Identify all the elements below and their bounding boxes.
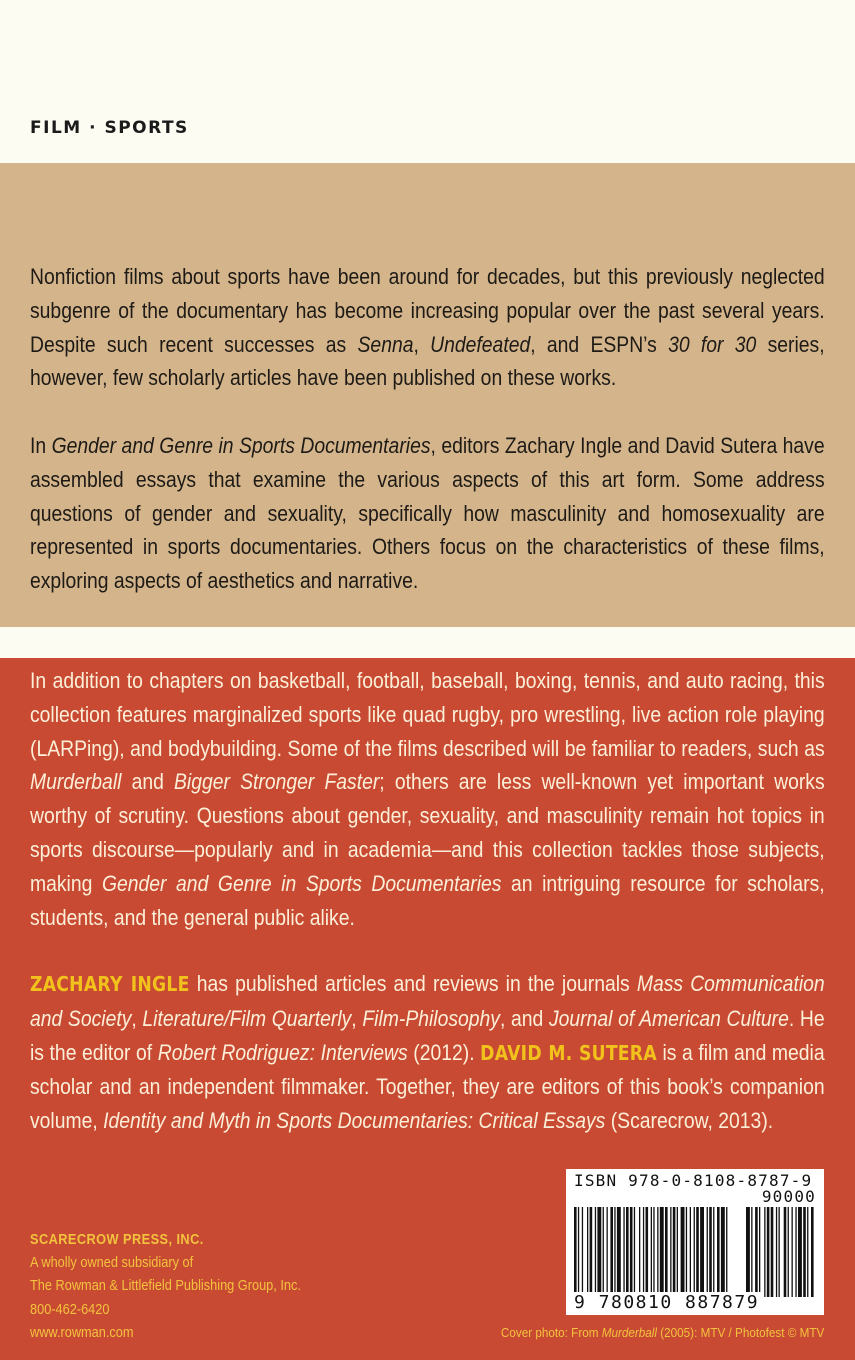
price-addon-code: 90000 <box>761 1187 816 1206</box>
barcode-bar <box>634 1207 635 1297</box>
isbn-barcode <box>566 1169 824 1315</box>
barcode-bar <box>677 1207 678 1297</box>
series-title: 30 for 30 <box>668 331 757 357</box>
addon-barcode-bar <box>776 1207 777 1297</box>
book-title: Gender and Genre in Sports Documentaries <box>101 870 502 896</box>
barcode-bar <box>603 1207 604 1297</box>
barcode-bar <box>686 1207 687 1297</box>
blurb-text: , and ESPN’s <box>530 331 669 357</box>
addon-barcode-bar <box>764 1207 765 1297</box>
barcode-bar <box>646 1207 649 1297</box>
barcode-bar <box>574 1207 577 1297</box>
addon-barcode-bar <box>746 1207 750 1297</box>
barcode-bar <box>617 1207 621 1297</box>
film-title: Undefeated <box>430 331 531 357</box>
barcode-bar <box>717 1207 720 1297</box>
barcode-bar <box>653 1207 654 1297</box>
barcode-bar <box>623 1207 624 1297</box>
blurb-paragraph-1 <box>30 260 825 395</box>
film-title: Murderball <box>30 769 122 795</box>
barcode-bar <box>707 1207 708 1297</box>
author-bio <box>30 967 825 1138</box>
blurb-paragraph-2 <box>30 429 825 598</box>
barcode-bar <box>643 1207 644 1297</box>
addon-barcode-bar <box>792 1207 793 1297</box>
barcode-bar <box>582 1207 583 1297</box>
publisher-name: SCARECROW PRESS, INC. <box>30 1232 204 1248</box>
barcode-bars <box>574 1207 816 1297</box>
barcode-bar <box>607 1207 608 1297</box>
barcode-bar <box>660 1207 664 1297</box>
bio-text: has published articles and reviews in the journals <box>189 971 637 996</box>
blurb-text: an intriguing resource for scholars, students, and the general public alike. <box>30 870 825 930</box>
addon-barcode-bar <box>798 1207 802 1297</box>
film-title: Bigger Stronger Faster <box>174 769 380 795</box>
book-title: Identity and Myth in Sports Documentaries: Critical Essays <box>103 1108 606 1134</box>
film-title: Senna <box>357 331 414 357</box>
blurb-text: , editors Zachary Ingle and David Sutera have assembled essays that examine the various aspects of this art form. Some address questions of gender and sexuality, specifically how masculinity and homosexuality are represented in sports documentaries. Others focus on the characteristics of these films, exploring aspects of aesthetics and narrative. <box>30 433 825 594</box>
bio-text: , <box>351 1005 363 1031</box>
cover-photo-credit <box>501 1325 824 1340</box>
addon-barcode-bar <box>767 1207 770 1297</box>
barcode-bar <box>578 1207 579 1297</box>
addon-barcode-bar <box>788 1207 789 1297</box>
barcode-bar <box>670 1207 671 1297</box>
book-title: Gender and Genre in Sports Documentaries <box>51 433 431 458</box>
journal-title: Literature/Film Quarterly <box>142 1005 352 1031</box>
addon-barcode-bar <box>811 1207 814 1297</box>
barcode-bar <box>630 1207 633 1297</box>
book-title: Robert Rodriguez: Interviews <box>157 1039 408 1065</box>
blurb-text: , <box>413 331 431 357</box>
addon-barcode-bar <box>771 1207 774 1297</box>
barcode-bar <box>639 1207 640 1297</box>
bio-text: , and <box>499 1005 549 1031</box>
addon-barcode-bar <box>807 1207 808 1297</box>
publisher-subsidiary: A wholly owned subsidiary of <box>30 1255 194 1272</box>
publisher-info <box>30 1229 301 1345</box>
barcode-bar <box>681 1207 685 1297</box>
divider-band <box>0 627 855 658</box>
addon-barcode-bar <box>779 1207 780 1297</box>
barcode-bar <box>626 1207 629 1297</box>
bio-text: , <box>131 1005 143 1031</box>
barcode-bar <box>713 1207 714 1297</box>
film-title: Murderball <box>601 1325 657 1340</box>
barcode-bar <box>595 1207 596 1297</box>
barcode-bar <box>597 1207 601 1297</box>
bio-text: is a film and media scholar and an independent filmmaker. Together, they are editors of this book’s companion volume, <box>30 1039 825 1134</box>
barcode-bar <box>700 1207 704 1297</box>
publisher-parent: The Rowman & Littlefield Publishing Group, Inc. <box>30 1278 301 1295</box>
addon-barcode-bar <box>803 1207 806 1297</box>
barcode-bar <box>709 1207 712 1297</box>
ean-digits: 9 780810 887879 <box>574 1292 760 1313</box>
bio-text: (2012). <box>407 1039 481 1065</box>
journal-title: Mass Communication and Society <box>30 971 825 1031</box>
barcode-bar <box>690 1207 691 1297</box>
barcode-bar <box>721 1207 725 1297</box>
barcode-bar <box>657 1207 658 1297</box>
barcode-bar <box>694 1207 695 1297</box>
barcode-bar <box>614 1207 615 1297</box>
author-name: DAVID M. SUTERA <box>480 1040 657 1065</box>
publisher-phone: 800-462-6420 <box>30 1301 110 1318</box>
category-label: FILM · SPORTS <box>30 118 189 138</box>
blurb-text: series, however, few scholarly articles have been published on these works. <box>30 331 825 391</box>
blurb-text: and <box>121 769 175 795</box>
barcode-bar <box>590 1207 593 1297</box>
blurb-paragraph-3 <box>30 664 825 934</box>
bio-text: (Scarecrow, 2013). <box>605 1108 774 1134</box>
barcode-bar <box>610 1207 613 1297</box>
barcode-bar <box>651 1207 652 1297</box>
barcode-bar <box>665 1207 668 1297</box>
addon-barcode-bar <box>751 1207 752 1297</box>
author-name: ZACHARY INGLE <box>30 972 190 996</box>
addon-barcode-bar <box>795 1207 796 1297</box>
addon-barcode-bar <box>759 1207 760 1297</box>
blurb-text: In <box>30 433 52 458</box>
journal-title: Film-Philosophy <box>362 1005 500 1031</box>
blurb-text: In addition to chapters on basketball, football, baseball, boxing, tennis, and auto racing, this collection features marginalized sports like quad rugby, pro wrestling, live action role playing (LARPing), and bodybuilding. Some of the films described will be familiar to readers, such as <box>30 668 825 761</box>
barcode-bar <box>673 1207 676 1297</box>
bio-text: . He is the editor of <box>30 1005 825 1065</box>
blurb-text: ; others are less well-known yet important works worthy of scrutiny. Questions about gender, sexuality, and masculinity remain hot topics in sports discourse—popularly and in academia—and this collection tackles those subjects, making <box>30 769 825 896</box>
barcode-bar <box>696 1207 699 1297</box>
isbn-number: ISBN 978-0-8108-8787-9 <box>574 1171 813 1190</box>
credit-text: Cover photo: From <box>500 1325 602 1340</box>
credit-text: (2005): MTV / Photofest © MTV <box>656 1325 824 1340</box>
journal-title: Journal of American Culture <box>548 1005 789 1031</box>
top-band <box>0 0 855 163</box>
publisher-website: www.rowman.com <box>30 1324 134 1341</box>
blurb-text: Nonfiction films about sports have been around for decades, but this previously neglected subgenre of the documentary has become increasing popular over the past several years. Despite such recent successes as <box>30 264 825 357</box>
barcode-bar <box>726 1207 727 1297</box>
addon-barcode-bar <box>755 1207 758 1297</box>
addon-barcode-bar <box>784 1207 787 1297</box>
barcode-bar <box>587 1207 588 1297</box>
